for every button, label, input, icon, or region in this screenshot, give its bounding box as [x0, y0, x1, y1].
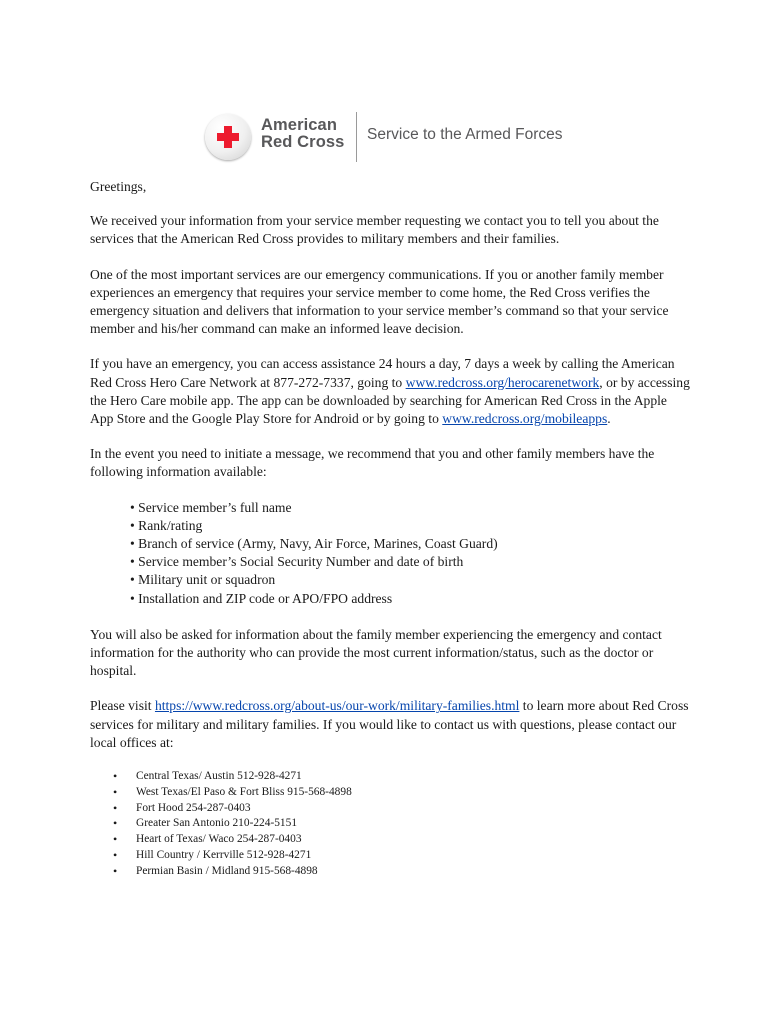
initiate-message-paragraph: In the event you need to initiate a message, we recommend that you and other family members have the following information available:: [90, 446, 655, 480]
list-item: • Rank/rating: [130, 517, 203, 533]
red-cross-emblem-icon: [205, 114, 251, 160]
list-item: • Military unit or squadron: [130, 572, 276, 588]
list-item: • Installation and ZIP code or APO/FPO address: [130, 590, 393, 606]
list-item: • Permian Basin / Midland 915-568-4898: [136, 864, 690, 880]
list-item: • Central Texas/ Austin 512-928-4271: [136, 769, 690, 785]
emergency-communications-paragraph: One of the most important services are our emergency communications. If you or another family member experiences an emergency that requires your service member to come home, the Red Cross verifies the emergency situation and delivers that information to your service member’s command so that your service member and his/her command can make an informed leave decision.: [90, 266, 669, 337]
hero-care-text-3: .: [607, 411, 611, 427]
family-member-info-paragraph: You will also be asked for information about the family member experiencing the emergency and contact information for the authority who can provide the most current information/status, such as the doctor or hospital.: [90, 626, 662, 679]
hero-care-text-1: If you have an emergency, you can access assistance 24 hours a day, 7 days a week by calling the American Red Cross Hero Care Network at 877-272-7337, going to: [90, 356, 675, 390]
local-offices-list: [90, 769, 690, 880]
logo-name-line1: American: [261, 116, 338, 134]
hero-care-paragraph: [90, 355, 690, 428]
required-info-list: [90, 499, 690, 608]
list-item: • West Texas/El Paso & Fort Bliss 915-568-4898: [136, 785, 690, 801]
list-item: • Service member’s full name: [130, 499, 292, 515]
contact-paragraph: [90, 697, 690, 752]
greeting: Greetings,: [90, 179, 147, 194]
list-item: • Hill Country / Kerrville 512-928-4271: [136, 848, 690, 864]
contact-text-1: Please visit: [90, 698, 155, 714]
list-item: • Service member’s Social Security Number and date of birth: [130, 554, 464, 570]
american-red-cross-logo: [205, 112, 575, 162]
hero-care-network-link[interactable]: www.redcross.org/herocarenetwork: [405, 374, 600, 390]
hero-care-text-2: , or by accessing the Hero Care mobile app. The app can be downloaded by searching for American Red Cross in the Apple App Store and the Google Play Store for Android or by going to: [90, 374, 690, 427]
contact-text-2: to learn more about Red Cross services for military and military families. If you would like to contact us with questions, please contact our local offices at:: [90, 698, 689, 750]
letter-body: [90, 178, 690, 880]
logo-name-line2: Red Cross: [261, 133, 345, 151]
logo-tagline: Service to the Armed Forces: [367, 126, 563, 143]
military-families-link[interactable]: https://www.redcross.org/about-us/our-work/military-families.html: [154, 698, 520, 714]
list-item: • Heart of Texas/ Waco 254-287-0403: [136, 832, 690, 848]
list-item: • Fort Hood 254-287-0403: [136, 801, 690, 817]
list-item: • Branch of service (Army, Navy, Air Force, Marines, Coast Guard): [130, 536, 498, 552]
logo-wordmark: [261, 117, 344, 151]
mobile-apps-link[interactable]: www.redcross.org/mobileapps: [442, 411, 608, 427]
list-item: • Greater San Antonio 210-224-5151: [136, 816, 690, 832]
logo-divider: [356, 112, 357, 162]
intro-paragraph: We received your information from your service member requesting we contact you to tell you about the services that the American Red Cross provides to military members and their families.: [90, 213, 659, 247]
red-cross-icon: [217, 126, 239, 148]
